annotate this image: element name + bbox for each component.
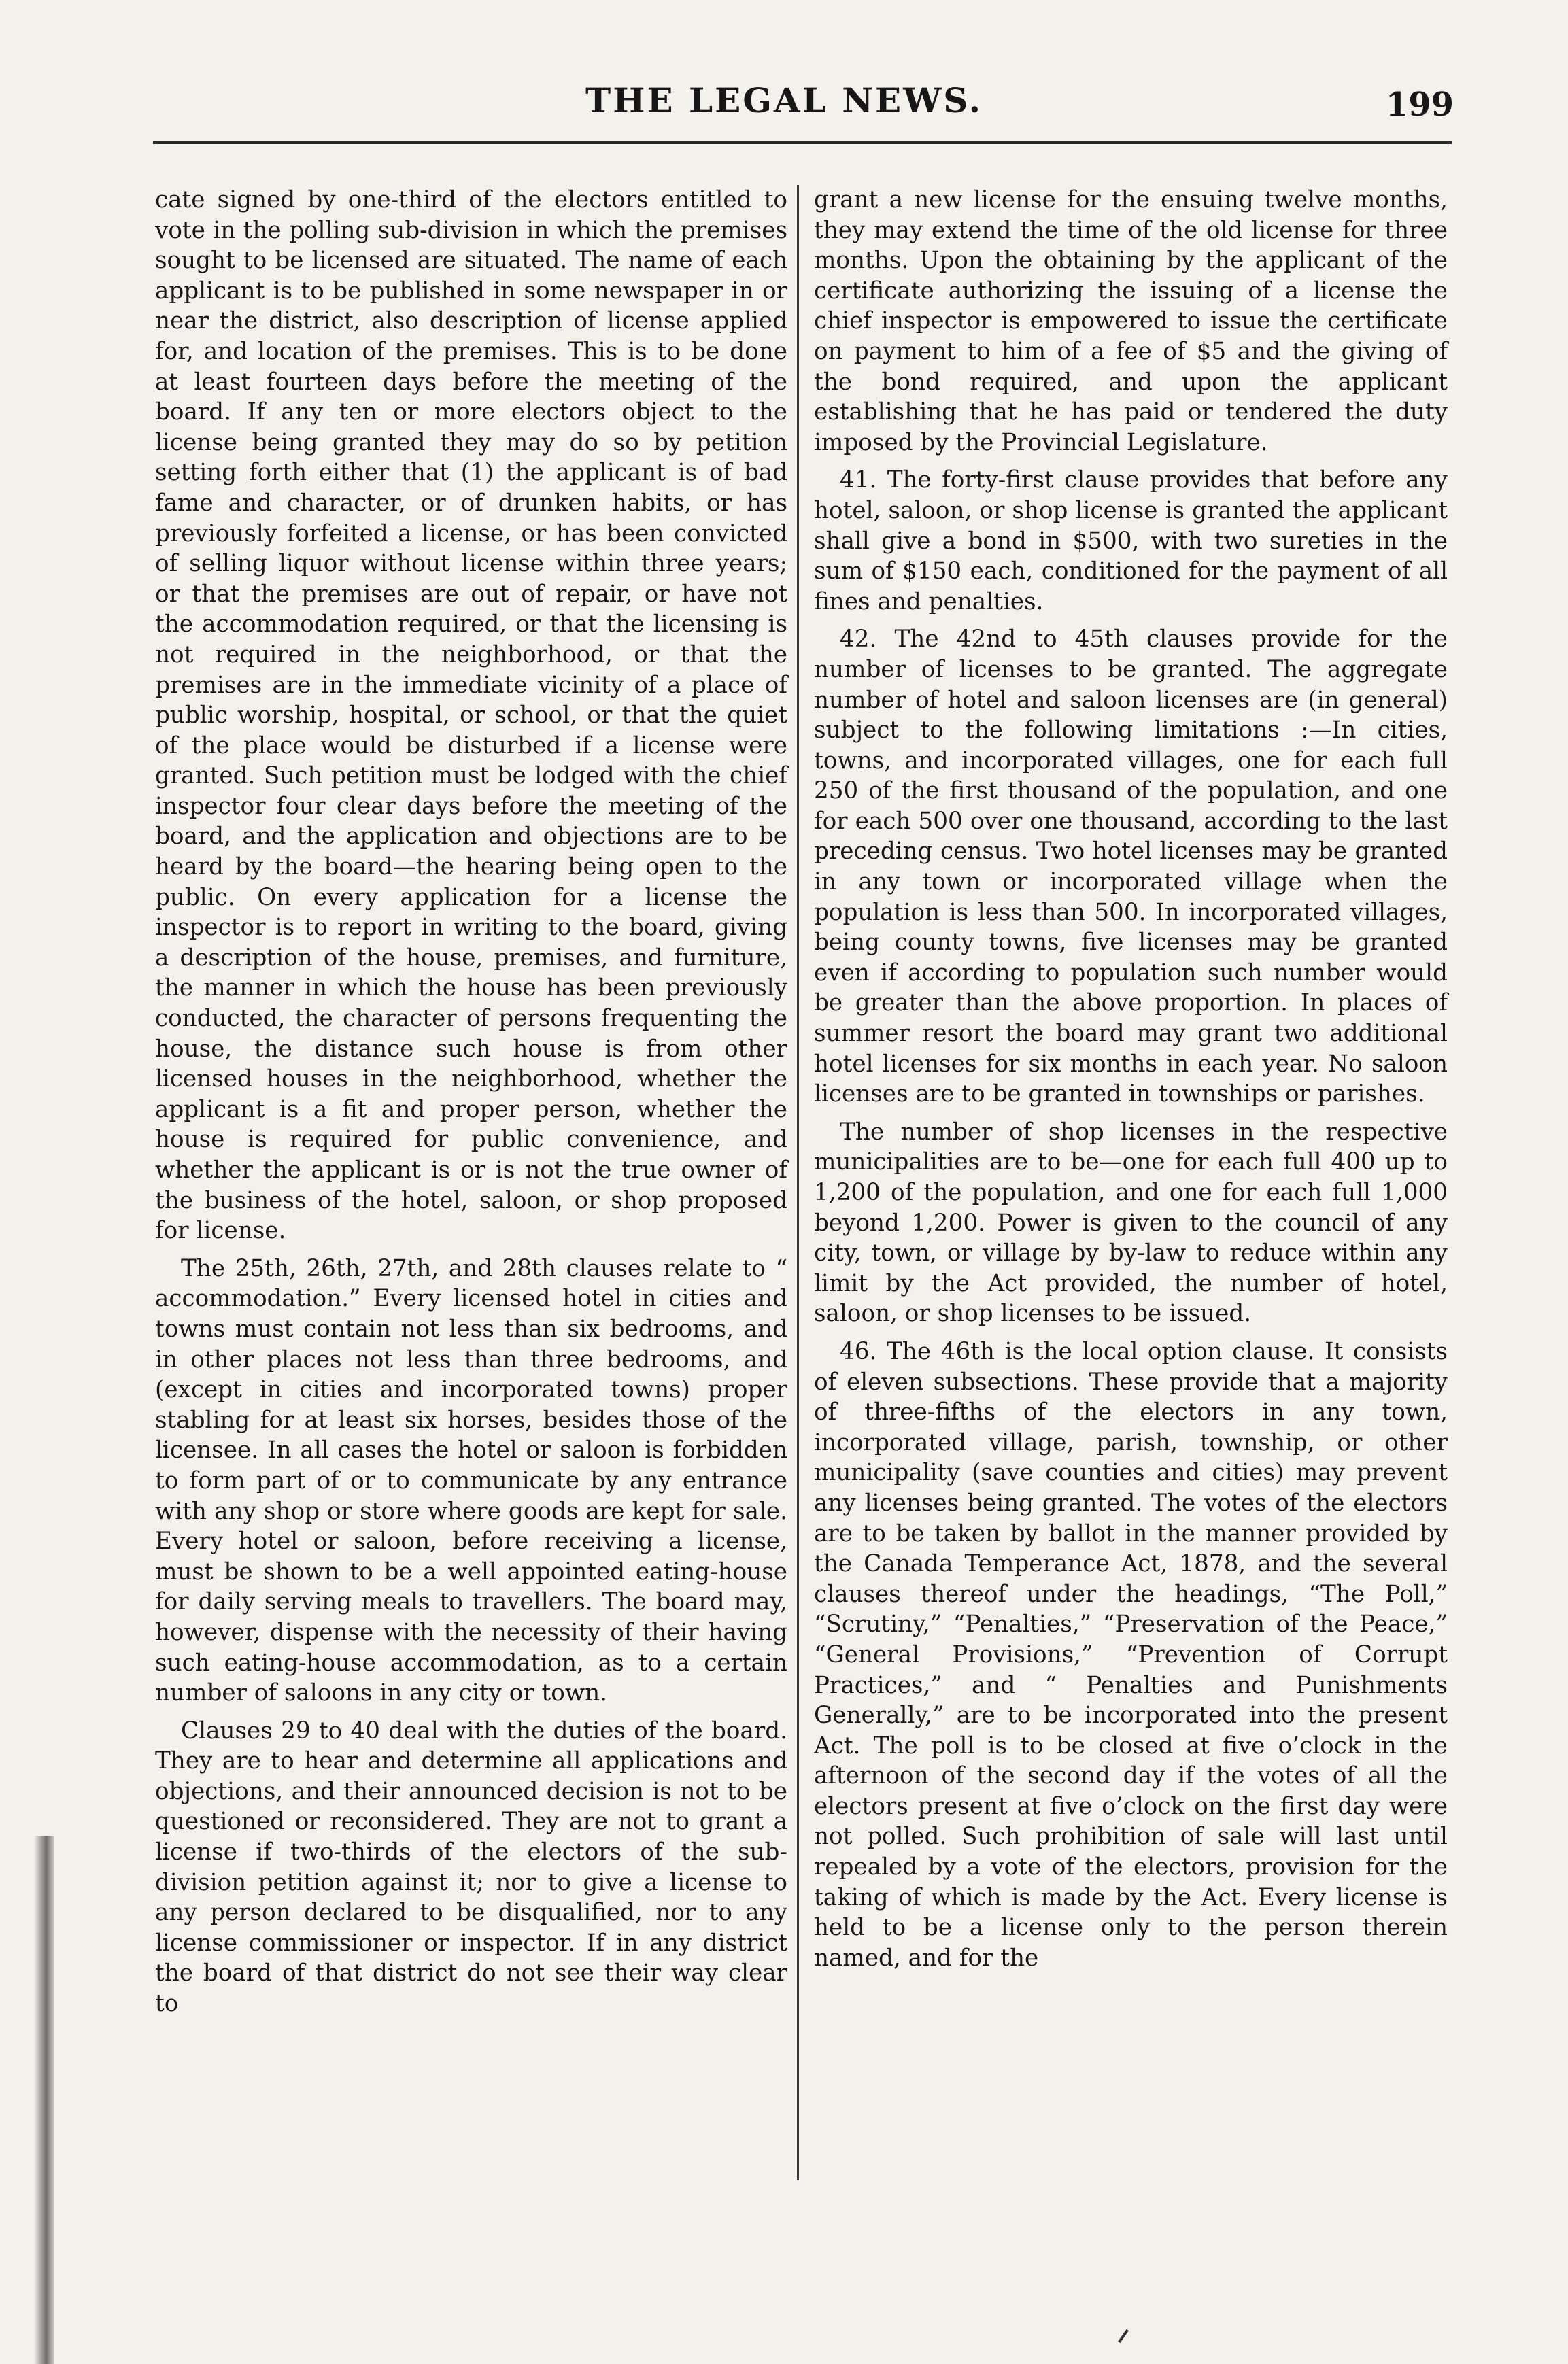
paragraph: grant a new license for the ensuing twelve months, they may extend the time of the old license for three months. Upon the obtaining by the applicant of the certificate authorizing the issuing of a license the chief inspector is empowered to issue the certificate on payment to him of a fee of $5 and the giving of the bond required, and upon the applicant establishing that he has paid or tendered the duty imposed by the Provincial Legislature. xyxy=(814,186,1448,456)
paragraph: The number of shop licenses in the respective municipalities are to be—one for each full 400 up to 1,200 of the population, and one for each full 1,000 beyond 1,200. Power is given to the council of any city, town, or village by by-law to reduce within any limit by the Act provided, the number of hotel, saloon, or shop licenses to be issued. xyxy=(814,1118,1448,1328)
paragraph: Clauses 29 to 40 deal with the duties of the board. They are to hear and determine all applications and objections, and their announced decision is not to be questioned or reconsidered. They are not to grant a license if two-thirds of the electors of the sub-division petition against it; nor to give a license to any person declared to be disqualified, nor to any license commissioner or inspector. If in any district the board of that district do not see their way clear to xyxy=(155,1717,787,2018)
paragraph: The 25th, 26th, 27th, and 28th clauses relate to “ accommodation.” Every licensed hotel in cities and towns must contain not less than six bedrooms, and in other places not less than three bedrooms, and (except in cities and incorporated towns) proper stabling for at least six horses, besides those of the licensee. In all cases the hotel or saloon is forbidden to form part of or to communicate by any entrance with any shop or store where goods are kept for sale. Every hotel or saloon, before receiving a license, must be shown to be a well appointed eating-house for daily serving meals to travellers. The board may, however, dispense with the necessity of their having such eating-house accommodation, as to a certain number of saloons in any city or town. xyxy=(155,1254,787,1707)
binding-shadow xyxy=(34,1836,54,2364)
journal-title: THE LEGAL NEWS. xyxy=(585,80,983,120)
column-divider xyxy=(797,185,799,2180)
paragraph: 42. The 42nd to 45th clauses provide for the number of licenses to be granted. The aggregate number of hotel and saloon licenses are (in general) subject to the following limitations :—In cities, towns, and incorporated villages, one for each full 250 of the first thousand of the population, and one for each 500 over one thousand, according to the last preceding census. Two hotel licenses may be granted in any town or incorporated village when the population is less than 500. In incorporated villages, being county towns, five licenses may be granted even if according to population such number would be greater than the above proportion. In places of summer resort the board may grant two additional hotel licenses for six months in each year. No saloon licenses are to be granted in townships or parishes. xyxy=(814,626,1448,1108)
paragraph: 46. The 46th is the local option clause. It consists of eleven subsections. These provide that a majority of three-fifths of the electors in any town, incorporated village, parish, township, or other municipality (save counties and cities) may prevent any licenses being granted. The votes of the electors are to be taken by ballot in the manner provided by the Canada Temperance Act, 1878, and the several clauses thereof under the headings, “The Poll,” “Scrutiny,” “Penalties,” “Preservation of the Peace,” “General Provisions,” “Prevention of Corrupt Practices,” and “ Penalties and Punishments Generally,” are to be incorporated into the present Act. The poll is to be closed at five o’clock in the afternoon of the second day if the votes of all the electors present at five o’clock on the first day were not polled. Such prohibition of sale will last until repealed by a vote of the electors, provision for the taking of which is made by the Act. Every license is held to be a license only to the person therein named, and for the xyxy=(814,1337,1448,1972)
left-column xyxy=(155,185,787,2027)
page-number: 199 xyxy=(1385,86,1454,124)
header-rule xyxy=(153,141,1452,144)
paragraph: 41. The forty-first clause provides that before any hotel, saloon, or shop license is granted the applicant shall give a bond in $500, with two sureties in the sum of $150 each, conditioned for the payment of all fines and penalties. xyxy=(814,466,1448,615)
ink-mark xyxy=(1118,2329,1129,2343)
page-header xyxy=(0,80,1568,135)
paragraph: cate signed by one-third of the electors entitled to vote in the polling sub-division in which the premises sought to be licensed are situated. The name of each applicant is to be published in some newspaper in or near the district, also description of license applied for, and location of the premises. This is to be done at least fourteen days before the meeting of the board. If any ten or more electors object to the license being granted they may do so by petition setting forth either that (1) the applicant is of bad fame and character, or of drunken habits, or has previously forfeited a license, or has been convicted of selling liquor without license within three years; or that the premises are out of repair, or have not the accommodation required, or that the licensing is not required in the neighborhood, or that the premises are in the immediate vicinity of a place of public worship, hospital, or school, or that the quiet of the place would be disturbed if a license were granted. Such petition must be lodged with the chief inspector four clear days before the meeting of the board, and the application and objections are to be heard by the board—the hearing being open to the public. On every application for a license the inspector is to report in writing to the board, giving a description of the house, premises, and furniture, the manner in which the house has been previously conducted, the character of persons frequenting the house, the distance such house is from other licensed houses in the neighborhood, whether the applicant is a fit and proper person, whether the house is required for public convenience, and whether the applicant is or is not the true owner of the business of the hotel, saloon, or shop proposed for license. xyxy=(155,186,787,1245)
right-column xyxy=(814,185,1448,1981)
